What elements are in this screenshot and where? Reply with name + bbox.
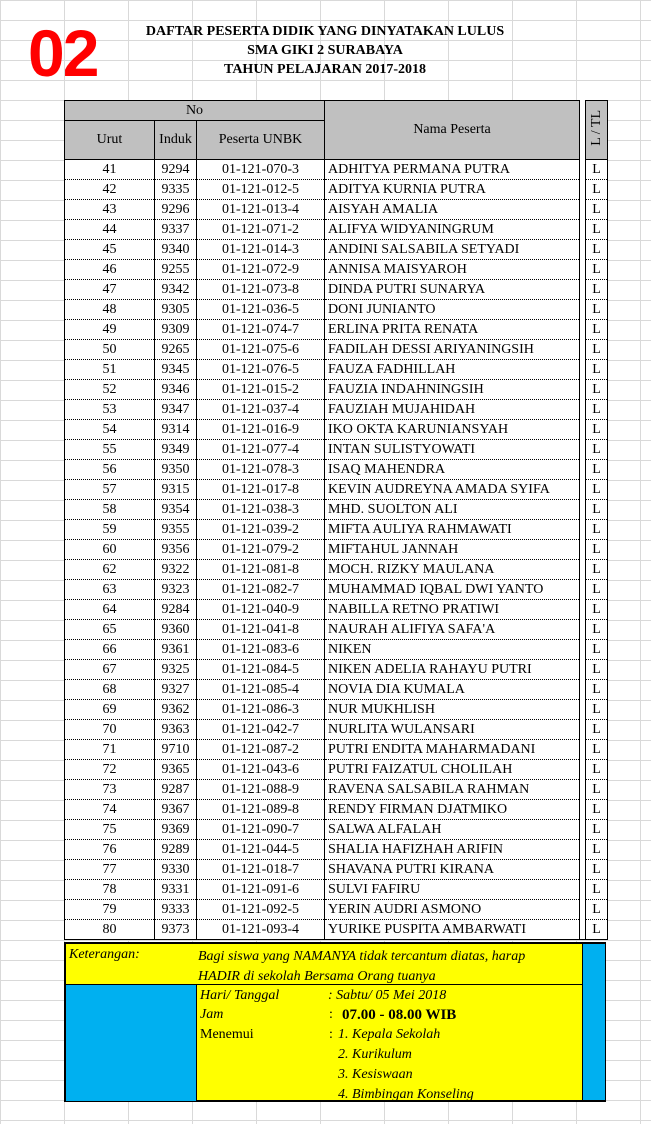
col-urut-header: Urut — [65, 121, 155, 160]
cell-lt: L — [586, 580, 608, 600]
cell-unbk: 01-121-039-2 — [197, 520, 325, 540]
cell-nama: INTAN SULISTYOWATI — [325, 440, 580, 460]
meet-label: Menemui — [200, 1027, 254, 1042]
cell-nama: PUTRI FAIZATUL CHOLILAH — [325, 760, 580, 780]
cell-unbk: 01-121-040-9 — [197, 600, 325, 620]
cell-lt: L — [586, 840, 608, 860]
table-row — [65, 360, 608, 380]
cell-unbk: 01-121-077-4 — [197, 440, 325, 460]
cell-lt: L — [586, 740, 608, 760]
table-row — [65, 580, 608, 600]
cell-lt: L — [586, 380, 608, 400]
cell-unbk: 01-121-044-5 — [197, 840, 325, 860]
table-row — [65, 440, 608, 460]
cell-urut: 74 — [65, 800, 155, 820]
table-row — [65, 380, 608, 400]
table-row — [65, 160, 608, 180]
cell-nama: FAUZIAH MUJAHIDAH — [325, 400, 580, 420]
cell-induk: 9331 — [155, 880, 197, 900]
cell-unbk: 01-121-092-5 — [197, 900, 325, 920]
cell-nama: DONI JUNIANTO — [325, 300, 580, 320]
cell-induk: 9363 — [155, 720, 197, 740]
table-row — [65, 180, 608, 200]
cell-lt: L — [586, 260, 608, 280]
col-induk-header: Induk — [155, 121, 197, 160]
cell-induk: 9314 — [155, 420, 197, 440]
cell-unbk: 01-121-079-2 — [197, 540, 325, 560]
cell-induk: 9369 — [155, 820, 197, 840]
table-row — [65, 900, 608, 920]
cell-lt: L — [586, 280, 608, 300]
cell-unbk: 01-121-086-3 — [197, 700, 325, 720]
header-school: SMA GIKI 2 SURABAYA — [247, 43, 403, 58]
cell-urut: 79 — [65, 900, 155, 920]
table-row — [65, 400, 608, 420]
cell-lt: L — [586, 160, 608, 180]
table-row — [65, 600, 608, 620]
table-row — [65, 240, 608, 260]
cell-induk: 9361 — [155, 640, 197, 660]
day-label: Hari/ Tanggal — [200, 988, 280, 1003]
meet-separator: : — [329, 1027, 333, 1042]
cell-unbk: 01-121-073-8 — [197, 280, 325, 300]
table-row — [65, 680, 608, 700]
cell-lt: L — [586, 520, 608, 540]
cell-urut: 72 — [65, 760, 155, 780]
cell-nama: ISAQ MAHENDRA — [325, 460, 580, 480]
cell-nama: MHD. SUOLTON ALI — [325, 500, 580, 520]
table-row — [65, 260, 608, 280]
cell-urut: 44 — [65, 220, 155, 240]
cell-lt: L — [586, 860, 608, 880]
cell-lt: L — [586, 600, 608, 620]
cell-lt: L — [586, 800, 608, 820]
cell-urut: 46 — [65, 260, 155, 280]
cell-unbk: 01-121-082-7 — [197, 580, 325, 600]
cell-induk: 9347 — [155, 400, 197, 420]
table-row — [65, 840, 608, 860]
table-row — [65, 780, 608, 800]
cell-lt: L — [586, 200, 608, 220]
cell-unbk: 01-121-088-9 — [197, 780, 325, 800]
table-row — [65, 760, 608, 780]
table-row — [65, 220, 608, 240]
table-row — [65, 880, 608, 900]
cell-unbk: 01-121-043-6 — [197, 760, 325, 780]
cell-unbk: 01-121-090-7 — [197, 820, 325, 840]
page-number-badge: 02 — [28, 16, 98, 90]
cell-unbk: 01-121-042-7 — [197, 720, 325, 740]
cell-lt: L — [586, 640, 608, 660]
table-row — [65, 460, 608, 480]
cell-urut: 60 — [65, 540, 155, 560]
cell-nama: PUTRI ENDITA MAHARMADANI — [325, 740, 580, 760]
cell-induk: 9284 — [155, 600, 197, 620]
cell-induk: 9289 — [155, 840, 197, 860]
cell-nama: ALIFYA WIDYANINGRUM — [325, 220, 580, 240]
cell-unbk: 01-121-072-9 — [197, 260, 325, 280]
cell-urut: 67 — [65, 660, 155, 680]
cell-unbk: 01-121-038-3 — [197, 500, 325, 520]
table-row — [65, 200, 608, 220]
blue-panel-left — [66, 984, 196, 1101]
table-row — [65, 700, 608, 720]
cell-unbk: 01-121-074-7 — [197, 320, 325, 340]
table-row — [65, 480, 608, 500]
cell-nama: NIKEN — [325, 640, 580, 660]
cell-induk: 9322 — [155, 560, 197, 580]
cell-nama: IKO OKTA KARUNIANSYAH — [325, 420, 580, 440]
cell-lt: L — [586, 300, 608, 320]
cell-unbk: 01-121-014-3 — [197, 240, 325, 260]
cell-urut: 43 — [65, 200, 155, 220]
note-text — [198, 947, 578, 987]
cell-induk: 9360 — [155, 620, 197, 640]
table-row — [65, 640, 608, 660]
cell-lt: L — [586, 760, 608, 780]
cell-lt: L — [586, 780, 608, 800]
cell-induk: 9315 — [155, 480, 197, 500]
meet-item-1: 1. Kepala Sekolah — [338, 1027, 441, 1042]
cell-induk: 9323 — [155, 580, 197, 600]
cell-induk: 9294 — [155, 160, 197, 180]
cell-urut: 41 — [65, 160, 155, 180]
cell-induk: 9710 — [155, 740, 197, 760]
cell-unbk: 01-121-081-8 — [197, 560, 325, 580]
cell-nama: SHALIA HAFIZHAH ARIFIN — [325, 840, 580, 860]
cell-unbk: 01-121-017-8 — [197, 480, 325, 500]
table-row — [65, 920, 608, 940]
table-row — [65, 560, 608, 580]
blue-panel-right — [582, 944, 605, 1100]
cell-urut: 68 — [65, 680, 155, 700]
cell-nama: MIFTA AULIYA RAHMAWATI — [325, 520, 580, 540]
cell-urut: 62 — [65, 560, 155, 580]
cell-induk: 9330 — [155, 860, 197, 880]
table-row — [65, 720, 608, 740]
cell-urut: 53 — [65, 400, 155, 420]
cell-unbk: 01-121-071-2 — [197, 220, 325, 240]
info-box — [64, 942, 606, 1102]
cell-lt: L — [586, 700, 608, 720]
meet-item-4: 4. Bimbingan Konseling — [338, 1087, 474, 1102]
table-row — [65, 500, 608, 520]
cell-induk: 9325 — [155, 660, 197, 680]
cell-urut: 70 — [65, 720, 155, 740]
time-separator: : — [329, 1007, 333, 1022]
cell-urut: 69 — [65, 700, 155, 720]
cell-lt: L — [586, 340, 608, 360]
cell-lt: L — [586, 720, 608, 740]
cell-nama: NURLITA WULANSARI — [325, 720, 580, 740]
note-text-line2: HADIR di sekolah Bersama Orang tuanya — [198, 969, 436, 984]
cell-lt: L — [586, 440, 608, 460]
cell-induk: 9337 — [155, 220, 197, 240]
note-label: Keterangan: — [69, 947, 140, 962]
graduates-table-body — [65, 160, 608, 940]
table-row — [65, 540, 608, 560]
table-row — [65, 820, 608, 840]
col-nama-header: Nama Peserta — [325, 101, 580, 160]
day-value: : Sabtu/ 05 Mei 2018 — [328, 988, 447, 1003]
cell-urut: 71 — [65, 740, 155, 760]
cell-induk: 9346 — [155, 380, 197, 400]
cell-nama: FAUZA FADHILLAH — [325, 360, 580, 380]
cell-urut: 77 — [65, 860, 155, 880]
cell-unbk: 01-121-087-2 — [197, 740, 325, 760]
cell-nama: ADITYA KURNIA PUTRA — [325, 180, 580, 200]
cell-urut: 58 — [65, 500, 155, 520]
cell-nama: ANNISA MAISYAROH — [325, 260, 580, 280]
table-row — [65, 520, 608, 540]
cell-unbk: 01-121-084-5 — [197, 660, 325, 680]
cell-lt: L — [586, 460, 608, 480]
cell-induk: 9287 — [155, 780, 197, 800]
cell-nama: FAUZIA INDAHNINGSIH — [325, 380, 580, 400]
col-lt-label: L / TL — [588, 109, 604, 146]
cell-induk: 9350 — [155, 460, 197, 480]
note-text-line1: Bagi siswa yang NAMANYA tidak tercantum diatas, harap — [198, 949, 526, 964]
cell-nama: KEVIN AUDREYNA AMADA SYIFA — [325, 480, 580, 500]
cell-urut: 78 — [65, 880, 155, 900]
cell-lt: L — [586, 680, 608, 700]
cell-nama: NUR MUKHLISH — [325, 700, 580, 720]
time-label: Jam — [200, 1007, 224, 1022]
cell-lt: L — [586, 180, 608, 200]
cell-nama: SULVI FAFIRU — [325, 880, 580, 900]
time-value: 07.00 - 08.00 WIB — [342, 1007, 457, 1023]
cell-urut: 66 — [65, 640, 155, 660]
cell-urut: 76 — [65, 840, 155, 860]
cell-nama: FADILAH DESSI ARIYANINGSIH — [325, 340, 580, 360]
cell-nama: NAURAH ALIFIYA SAFA'A — [325, 620, 580, 640]
cell-nama: DINDA PUTRI SUNARYA — [325, 280, 580, 300]
cell-urut: 80 — [65, 920, 155, 940]
cell-lt: L — [586, 420, 608, 440]
table-row — [65, 420, 608, 440]
cell-nama: YURIKE PUSPITA AMBARWATI — [325, 920, 580, 940]
cell-unbk: 01-121-018-7 — [197, 860, 325, 880]
cell-lt: L — [586, 320, 608, 340]
cell-urut: 57 — [65, 480, 155, 500]
cell-urut: 75 — [65, 820, 155, 840]
cell-urut: 47 — [65, 280, 155, 300]
cell-urut: 63 — [65, 580, 155, 600]
cell-lt: L — [586, 540, 608, 560]
cell-nama: SALWA ALFALAH — [325, 820, 580, 840]
cell-induk: 9265 — [155, 340, 197, 360]
cell-nama: NOVIA DIA KUMALA — [325, 680, 580, 700]
cell-induk: 9365 — [155, 760, 197, 780]
cell-urut: 73 — [65, 780, 155, 800]
cell-nama: SHAVANA PUTRI KIRANA — [325, 860, 580, 880]
cell-unbk: 01-121-016-9 — [197, 420, 325, 440]
table-row — [65, 660, 608, 680]
table-row — [65, 860, 608, 880]
cell-urut: 54 — [65, 420, 155, 440]
cell-lt: L — [586, 900, 608, 920]
cell-lt: L — [586, 500, 608, 520]
cell-unbk: 01-121-015-2 — [197, 380, 325, 400]
cell-urut: 48 — [65, 300, 155, 320]
cell-lt: L — [586, 920, 608, 940]
cell-urut: 59 — [65, 520, 155, 540]
cell-unbk: 01-121-093-4 — [197, 920, 325, 940]
cell-urut: 55 — [65, 440, 155, 460]
cell-urut: 42 — [65, 180, 155, 200]
cell-lt: L — [586, 820, 608, 840]
cell-lt: L — [586, 560, 608, 580]
cell-unbk: 01-121-070-3 — [197, 160, 325, 180]
col-no-header: No — [65, 101, 325, 121]
meet-item-3: 3. Kesiswaan — [338, 1067, 413, 1082]
cell-induk: 9367 — [155, 800, 197, 820]
cell-nama: RAVENA SALSABILA RAHMAN — [325, 780, 580, 800]
cell-unbk: 01-121-037-4 — [197, 400, 325, 420]
cell-induk: 9335 — [155, 180, 197, 200]
table-row — [65, 340, 608, 360]
cell-lt: L — [586, 660, 608, 680]
cell-lt: L — [586, 400, 608, 420]
cell-urut: 50 — [65, 340, 155, 360]
cell-induk: 9255 — [155, 260, 197, 280]
cell-induk: 9342 — [155, 280, 197, 300]
cell-induk: 9296 — [155, 200, 197, 220]
cell-nama: ERLINA PRITA RENATA — [325, 320, 580, 340]
table-row — [65, 280, 608, 300]
header-title: DAFTAR PESERTA DIDIK YANG DINYATAKAN LULUS — [145, 24, 505, 39]
cell-lt: L — [586, 620, 608, 640]
cell-nama: RENDY FIRMAN DJATMIKO — [325, 800, 580, 820]
cell-lt: L — [586, 240, 608, 260]
cell-nama: MOCH. RIZKY MAULANA — [325, 560, 580, 580]
cell-urut: 45 — [65, 240, 155, 260]
cell-nama: AISYAH AMALIA — [325, 200, 580, 220]
cell-urut: 65 — [65, 620, 155, 640]
document-header — [100, 22, 550, 79]
cell-urut: 49 — [65, 320, 155, 340]
cell-induk: 9354 — [155, 500, 197, 520]
cell-unbk: 01-121-041-8 — [197, 620, 325, 640]
cell-unbk: 01-121-083-6 — [197, 640, 325, 660]
cell-nama: ADHITYA PERMANA PUTRA — [325, 160, 580, 180]
cell-induk: 9327 — [155, 680, 197, 700]
cell-induk: 9373 — [155, 920, 197, 940]
cell-induk: 9305 — [155, 300, 197, 320]
table-row — [65, 740, 608, 760]
cell-nama: NABILLA RETNO PRATIWI — [325, 600, 580, 620]
cell-induk: 9355 — [155, 520, 197, 540]
cell-urut: 56 — [65, 460, 155, 480]
cell-urut: 51 — [65, 360, 155, 380]
cell-unbk: 01-121-012-5 — [197, 180, 325, 200]
graduates-table — [64, 100, 608, 940]
cell-nama: MUHAMMAD IQBAL DWI YANTO — [325, 580, 580, 600]
cell-induk: 9340 — [155, 240, 197, 260]
table-row — [65, 320, 608, 340]
cell-induk: 9349 — [155, 440, 197, 460]
cell-unbk: 01-121-075-6 — [197, 340, 325, 360]
meet-item-2: 2. Kurikulum — [338, 1047, 412, 1062]
cell-urut: 64 — [65, 600, 155, 620]
table-row — [65, 800, 608, 820]
cell-unbk: 01-121-091-6 — [197, 880, 325, 900]
cell-unbk: 01-121-076-5 — [197, 360, 325, 380]
cell-unbk: 01-121-036-5 — [197, 300, 325, 320]
cell-nama: MIFTAHUL JANNAH — [325, 540, 580, 560]
cell-lt: L — [586, 480, 608, 500]
cell-unbk: 01-121-078-3 — [197, 460, 325, 480]
table-row — [65, 620, 608, 640]
cell-lt: L — [586, 880, 608, 900]
cell-lt: L — [586, 360, 608, 380]
col-lt-header — [586, 101, 608, 160]
cell-induk: 9345 — [155, 360, 197, 380]
cell-induk: 9356 — [155, 540, 197, 560]
cell-unbk: 01-121-085-4 — [197, 680, 325, 700]
cell-induk: 9309 — [155, 320, 197, 340]
cell-induk: 9362 — [155, 700, 197, 720]
cell-lt: L — [586, 220, 608, 240]
cell-nama: ANDINI SALSABILA SETYADI — [325, 240, 580, 260]
cell-nama: YERIN AUDRI ASMONO — [325, 900, 580, 920]
header-year: TAHUN PELAJARAN 2017-2018 — [224, 62, 426, 77]
cell-induk: 9333 — [155, 900, 197, 920]
col-unbk-header: Peserta UNBK — [197, 121, 325, 160]
cell-unbk: 01-121-089-8 — [197, 800, 325, 820]
cell-unbk: 01-121-013-4 — [197, 200, 325, 220]
table-row — [65, 300, 608, 320]
cell-nama: NIKEN ADELIA RAHAYU PUTRI — [325, 660, 580, 680]
cell-urut: 52 — [65, 380, 155, 400]
